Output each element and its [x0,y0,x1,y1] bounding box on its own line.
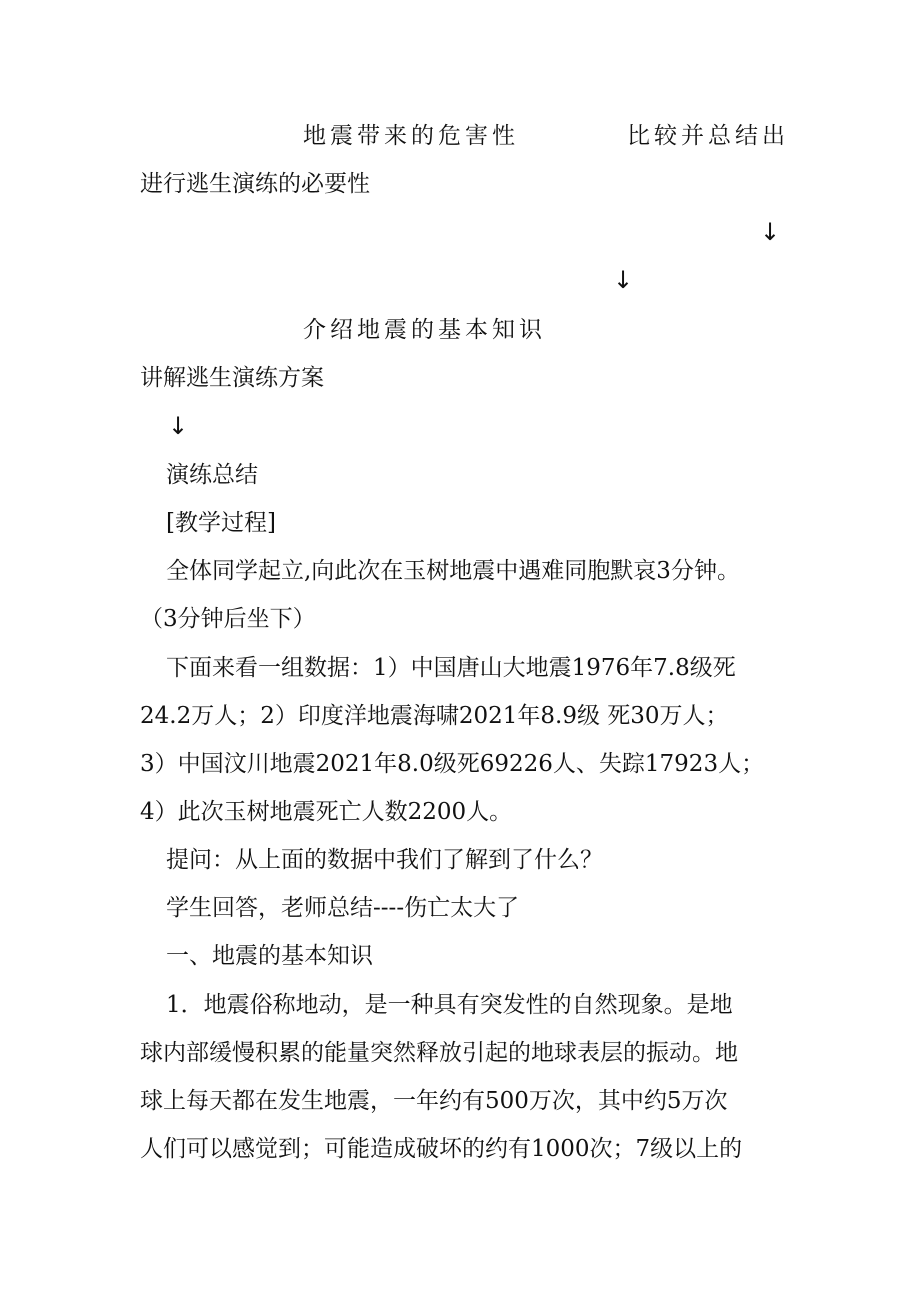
paragraph-silence: 全体同学起立,向此次在玉树地震中遇难同胞默哀3分钟。 [166,558,740,584]
flow-item-hazard: 地震带来的危害性 [303,123,519,149]
paragraph-question: 提问：从上面的数据中我们了解到了什么？ [166,847,603,873]
paragraph-knowledge-line-1: 1．地震俗称地动，是一种具有突发性的自然现象。是地 [166,992,733,1018]
paragraph-data-line-2: 24.2万人；2）印度洋地震海啸2021年8.9级 死30万人； [140,703,729,729]
flow-item-plan: 讲解逃生演练方案 [140,365,324,391]
paragraph-answer: 学生回答，老师总结----伤亡太大了 [166,895,520,921]
flow-item-compare: 比较并总结出 [627,123,789,149]
paragraph-knowledge-line-4: 人们可以感觉到；可能造成破坏的约有1000次；7级以上的 [140,1136,743,1162]
paragraph-knowledge-line-3: 球上每天都在发生地震，一年约有500万次，其中约5万次 [140,1088,728,1114]
down-arrow-icon: ↓ [613,266,634,294]
paragraph-data-line-4: 4）此次玉树地震死亡人数2200人。 [140,799,513,825]
down-arrow-icon: ↓ [760,218,781,246]
paragraph-knowledge-line-2: 球内部缓慢积累的能量突然释放引起的地球表层的振动。地 [140,1040,738,1066]
flow-item-necessity: 进行逃生演练的必要性 [140,171,370,197]
down-arrow-icon: ↓ [168,412,189,440]
flow-item-summary: 演练总结 [166,462,258,488]
flow-item-basic-knowledge: 介绍地震的基本知识 [303,317,546,343]
process-heading: [教学过程] [166,510,276,536]
paragraph-data-line-1: 下面来看一组数据：1）中国唐山大地震1976年7.8级死 [166,655,736,681]
paragraph-silence-note: （3分钟后坐下） [140,606,316,632]
paragraph-data-line-3: 3）中国汶川地震2021年8.0级死69226人、失踪17923人； [140,751,765,777]
section-heading-basic-knowledge: 一、地震的基本知识 [166,943,373,969]
